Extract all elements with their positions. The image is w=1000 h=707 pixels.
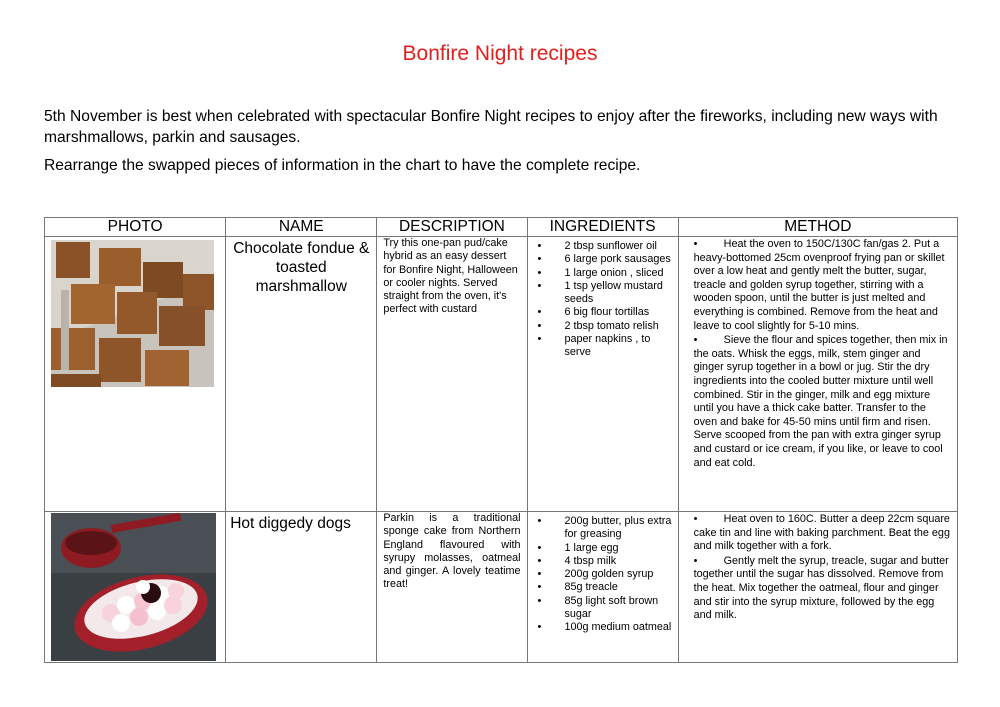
recipe-name: Chocolate fondue & toasted marshmallow xyxy=(233,240,370,295)
list-item: • 85g light soft brown sugar xyxy=(536,595,676,622)
header-ingredients: INGREDIENTS xyxy=(527,218,678,237)
method-cell xyxy=(678,512,957,663)
bullet: • xyxy=(693,554,698,567)
ingredients-cell xyxy=(527,237,678,512)
recipe-table xyxy=(44,217,958,663)
instructions-paragraph: Rearrange the swapped pieces of information in the chart to have the complete recipe. xyxy=(44,157,641,174)
list-item: • 2 tbsp tomato relish xyxy=(536,320,676,333)
list-item: • 1 tsp yellow mustard seeds xyxy=(536,280,676,307)
list-item: • 1 large onion , sliced xyxy=(536,267,676,280)
header-method: METHOD xyxy=(678,218,957,237)
intro-paragraph: 5th November is best when celebrated with spectacular Bonfire Night recipes to enjoy after the fireworks, including new ways with marshmallows, parkin and sausages. xyxy=(44,108,938,146)
list-item: • 2 tbsp sunflower oil xyxy=(536,240,676,253)
ingredients-list xyxy=(528,512,678,635)
method-step: • Sieve the flour and spices together, then mix in the oats. Whisk the eggs, milk, stem ginger and ginger syrup together in a bowl or jug. Stir the dry ingredients into the cooled butter mixture until well combined. Stir in the ginger, milk and egg mixture until you have a thick cake batter. Transfer to the oven and bake for 45-50 mins until firm and risen. Serve scooped from the pan with extra ginger syrup and custard or ice cream, if you like, or leave to cool and eat cold. xyxy=(693,334,948,469)
list-item: • 6 large pork sausages xyxy=(536,253,676,266)
description-cell xyxy=(377,512,527,663)
list-item: • 6 big flour tortillas xyxy=(536,306,676,319)
table-row xyxy=(45,512,958,663)
method-text xyxy=(679,512,957,623)
list-item: • 4 tbsp milk xyxy=(536,555,676,568)
table-header-row xyxy=(45,218,958,237)
ingredients-list xyxy=(528,237,678,360)
list-item: • 200g butter, plus extra for greasing xyxy=(536,515,676,542)
bullet: • xyxy=(693,513,698,525)
bullet: • xyxy=(693,238,698,250)
method-step: • Gently melt the syrup, treacle, sugar and butter together until the sugar has dissolved. Remove from the heat. Mix together the oatmeal, flour and ginger and stir into the syrup mixture, followed by the egg and milk. xyxy=(693,554,949,622)
bullet: • xyxy=(693,334,698,347)
recipe-name: Hot diggedy dogs xyxy=(230,515,351,532)
table-row xyxy=(45,237,958,512)
parkin-cake-photo xyxy=(51,240,214,387)
list-item: • 100g medium oatmeal xyxy=(536,621,676,634)
header-name: NAME xyxy=(226,218,377,237)
name-cell xyxy=(226,512,377,663)
method-text xyxy=(679,237,957,470)
page-title: Bonfire Night recipes xyxy=(402,42,598,65)
list-item: • 85g treacle xyxy=(536,581,676,594)
name-cell xyxy=(226,237,377,512)
list-item: • paper napkins , to serve xyxy=(536,333,676,360)
ingredients-cell xyxy=(527,512,678,663)
recipe-description: Try this one-pan pud/cake hybrid as an easy dessert for Bonfire Night, Halloween or cooler nights. Served straight from the oven, it's perfect with custard xyxy=(383,237,518,316)
header-photo: PHOTO xyxy=(45,218,226,237)
method-step: • Heat oven to 160C. Butter a deep 22cm square cake tin and line with baking parchment. Beat the egg and milk together with a fork. xyxy=(693,513,950,553)
photo-cell xyxy=(45,237,226,512)
description-cell xyxy=(377,237,527,512)
method-step: • Heat the oven to 150C/130C fan/gas 2. Put a heavy-bottomed 25cm ovenproof frying pan or skillet over a low heat and gently melt the butter, sugar, treacle and golden syrup together, stirring with a wooden spoon, until the butter is just melted and everything is combined. Remove from the heat and leave to cool slightly for 5-10 mins. xyxy=(693,238,945,332)
chocolate-fondue-photo xyxy=(51,513,216,661)
photo-cell xyxy=(45,512,226,663)
method-cell xyxy=(678,237,957,512)
list-item: • 1 large egg xyxy=(536,542,676,555)
list-item: • 200g golden syrup xyxy=(536,568,676,581)
recipe-description: Parkin is a traditional sponge cake from Northern England flavoured with syrupy molasses, oatmeal and ginger. A lovely teatime treat! xyxy=(383,512,521,591)
header-description: DESCRIPTION xyxy=(377,218,527,237)
